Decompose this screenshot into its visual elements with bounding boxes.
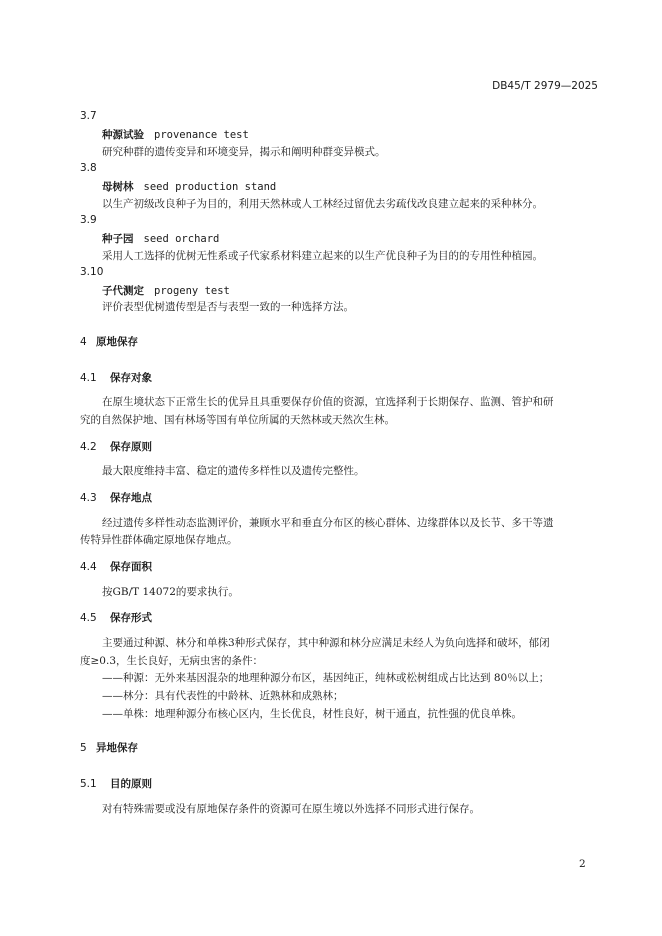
term-heading [102,179,276,194]
term-zh: 种子园 [102,233,134,245]
subsection-title: 目的原则 [110,778,152,790]
subsection-number: 4.4 [80,561,97,573]
paragraph-line: 主要通过种源、林分和单株3种形式保存，其中种源和林分应满足未经人为负向选择和破坏，郁闭 [102,637,550,649]
paragraph-line: 经过遗传多样性动态监测评价，兼顾水平和垂直分布区的核心群体、边缘群体以及长节、多干等遗 [102,517,554,529]
term-definition: 以生产初级改良种子为目的，利用天然林或人工林经过留优去劣疏伐改良建立起来的采种林分。 [102,198,543,210]
term-number: 3.9 [80,214,97,226]
section-heading [80,334,138,349]
subsection-heading [80,776,152,791]
subsection-number: 4.3 [80,492,97,504]
subsection-heading [80,610,152,625]
term-definition: 评价表型优树遗传型是否与表型一致的一种选择方法。 [102,301,354,313]
subsection-heading [80,439,152,454]
term-en: progeny test [154,285,230,297]
term-heading [102,283,230,298]
section-number: 4 [80,336,87,348]
paragraph-line: 按GB/T 14072的要求执行。 [102,586,239,598]
term-en: seed orchard [143,233,220,245]
subsection-number: 4.5 [80,612,97,624]
subsection-title: 保存原则 [110,441,152,453]
subsection-heading [80,490,152,505]
paragraph-line: 在原生境状态下正常生长的优异且具重要保存价值的资源，宜选择利于长期保存、监测、管护和研 [102,396,554,408]
section-title: 原地保存 [96,336,138,348]
subsection-title: 保存对象 [110,372,152,384]
subsection-title: 保存面积 [110,561,152,573]
term-number: 3.7 [80,110,97,122]
list-item: ——单株：地理种源分布核心区内，生长优良，材性良好，树干通直，抗性强的优良单株。 [102,708,522,720]
term-number: 3.8 [80,162,97,174]
section-title: 异地保存 [96,742,138,754]
section-heading [80,740,138,755]
subsection-title: 保存地点 [110,492,152,504]
subsection-heading [80,559,152,574]
term-zh: 种源试验 [102,129,144,141]
paragraph-line: 对有特殊需要或没有原地保存条件的资源可在原生境以外选择不同形式进行保存。 [102,803,480,815]
page-number: 2 [579,858,586,870]
term-zh: 母树林 [102,181,134,193]
paragraph-line: 最大限度维持丰富、稳定的遗传多样性以及遗传完整性。 [102,465,365,477]
paragraph-line: 度≥0.3，生长良好，无病虫害的条件： [80,655,263,667]
subsection-title: 保存形式 [110,612,152,624]
term-number: 3.10 [80,266,104,278]
section-number: 5 [80,742,87,754]
document-id: DB45/T 2979—2025 [492,80,598,92]
subsection-number: 5.1 [80,778,97,790]
term-heading [102,127,249,142]
term-en: seed production stand [143,181,277,193]
paragraph-line: 究的自然保护地、国有林场等国有单位所属的天然林或天然次生林。 [80,414,395,426]
term-definition: 采用人工选择的优树无性系或子代家系材料建立起来的以生产优良种子为目的的专用性种植园。 [102,250,543,262]
term-definition: 研究种群的遗传变异和环境变异，揭示和阐明种群变异模式。 [102,146,386,158]
term-en: provenance test [154,129,249,141]
list-item: ——林分：具有代表性的中龄林、近熟林和成熟林； [102,690,344,702]
subsection-heading [80,370,152,385]
subsection-number: 4.2 [80,441,97,453]
term-zh: 子代测定 [102,285,144,297]
subsection-number: 4.1 [80,372,97,384]
paragraph-line: 传特异性群体确定原地保存地点。 [80,534,238,546]
term-heading [102,231,219,246]
list-item: ——种源：无外来基因混杂的地理种源分布区，基因纯正，纯林或松树组成占比达到 80％以上； [102,672,550,684]
